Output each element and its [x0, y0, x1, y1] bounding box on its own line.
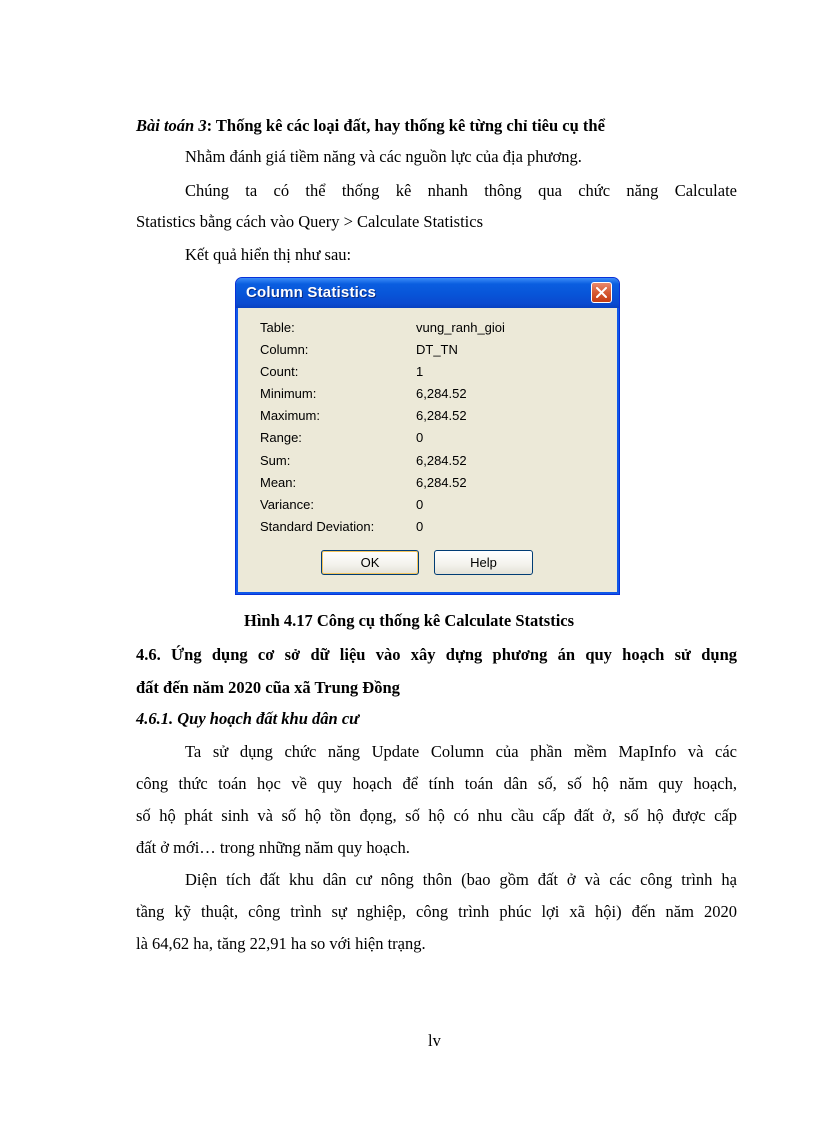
paragraph-1-line-4: đất ở mới… trong những năm quy hoạch.: [136, 838, 410, 857]
dialog-title: Column Statistics: [246, 284, 377, 301]
subsection-heading: 4.6.1. Quy hoạch đất khu dân cư: [136, 709, 360, 728]
problem-label: Bài toán 3: [136, 116, 207, 135]
section-heading-line-2: đất đến năm 2020 cũa xã Trung Đồng: [136, 678, 400, 697]
stat-label: Variance:: [260, 496, 314, 512]
stat-label: Count:: [260, 364, 299, 380]
stat-value: vung_ranh_gioi: [416, 320, 505, 335]
stat-label: Sum:: [260, 452, 291, 468]
dialog-titlebar[interactable]: [236, 278, 619, 308]
intro-paragraph-3: Kết quả hiển thị như sau:: [185, 245, 352, 264]
stat-value: 0: [416, 496, 424, 512]
close-button[interactable]: [591, 282, 612, 303]
intro-paragraph-2-line-1: Chúng ta có thể thống kê nhanh thông qua chức năng Calculate: [185, 181, 737, 200]
section-heading-line-1: 4.6. Ứng dụng cơ sở dữ liệu vào xây dựng phương án quy hoạch sử dụng: [136, 645, 737, 664]
stat-label: Minimum:: [260, 386, 317, 402]
intro-paragraph-2-line-2: Statistics bằng cách vào Query > Calculate Statistics: [136, 212, 484, 231]
paragraph-2-line-2: tầng kỹ thuật, công trình sự nghiệp, công trình phúc lợi xã hội) đến năm 2020: [136, 902, 737, 921]
column-statistics-dialog: [235, 277, 620, 595]
stat-value: 6,284.52: [416, 408, 467, 424]
stat-value: DT_TN: [416, 342, 458, 358]
stat-value: 0: [416, 518, 424, 534]
paragraph-1-line-3: số hộ phát sinh và số hộ tồn đọng, số hộ có nhu cầu cấp đất ở, số hộ được cấp: [136, 806, 737, 825]
paragraph-1-line-1: Ta sử dụng chức năng Update Column của phần mềm MapInfo và các: [185, 742, 737, 761]
stat-value: 6,284.52: [416, 452, 467, 468]
stat-label: Column:: [260, 342, 309, 358]
paragraph-2-line-3: là 64,62 ha, tăng 22,91 ha so với hiện trạng.: [136, 934, 426, 953]
stat-label: Range:: [260, 430, 302, 446]
stat-label: Table:: [260, 320, 295, 335]
ok-button[interactable]: OK: [321, 550, 419, 575]
intro-paragraph-1: Nhằm đánh giá tiềm năng và các nguồn lực của địa phương.: [185, 147, 582, 166]
stat-label: Mean:: [260, 474, 297, 490]
close-icon: [596, 287, 607, 298]
paragraph-2-line-1: Diện tích đất khu dân cư nông thôn (bao gồm đất ở và các công trình hạ: [185, 870, 737, 889]
problem-title: : Thống kê các loại đất, hay thống kê từng chỉ tiêu cụ thể: [206, 116, 605, 135]
stat-value: 6,284.52: [416, 474, 467, 490]
stat-value: 0: [416, 430, 424, 446]
stat-label: Maximum:: [260, 408, 320, 424]
page-number: lv: [428, 1031, 441, 1050]
stat-value: 6,284.52: [416, 386, 467, 402]
paragraph-1-line-2: công thức toán học về quy hoạch để tính toán dân số, số hộ năm quy hoạch,: [136, 774, 737, 793]
stat-label: Standard Deviation:: [260, 518, 375, 534]
stat-value: 1: [416, 364, 424, 380]
help-button[interactable]: Help: [434, 550, 533, 575]
figure-caption: Hình 4.17 Công cụ thống kê Calculate Statstics: [244, 611, 575, 630]
problem-heading: [136, 116, 605, 136]
